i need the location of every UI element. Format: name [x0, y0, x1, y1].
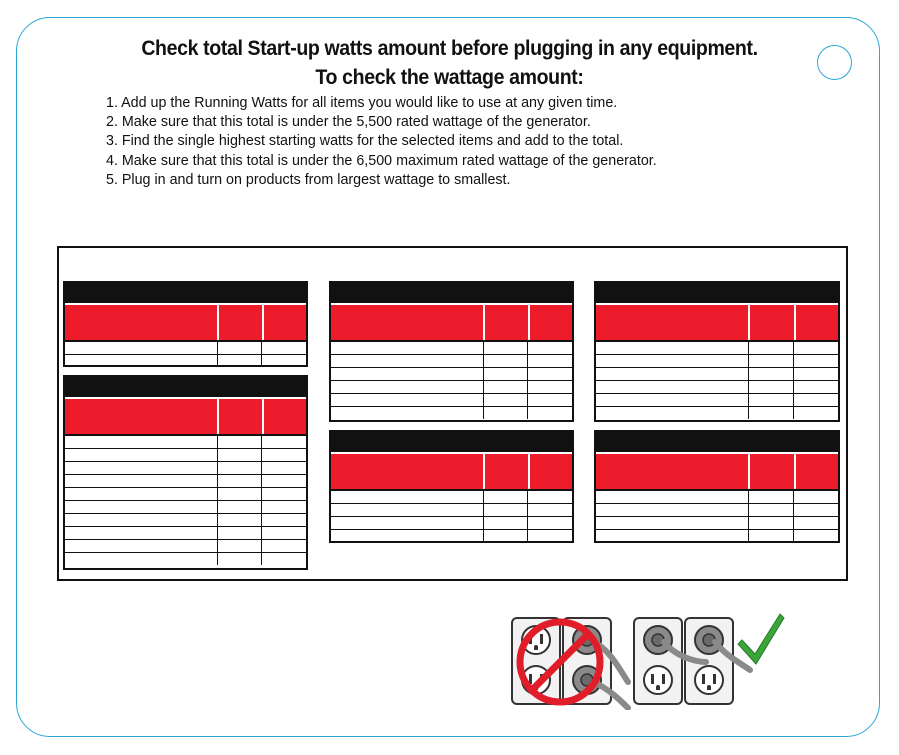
table-row [596, 491, 838, 504]
table-row [596, 368, 838, 381]
table-row [596, 381, 838, 394]
table-row [331, 394, 572, 407]
instruction-list [106, 94, 657, 190]
table-row [65, 462, 306, 475]
table-header [596, 303, 838, 342]
table-header [331, 452, 572, 491]
instruction-step-1: 1. Add up the Running Watts for all items you would like to use at any given time. [106, 95, 618, 111]
table-row [65, 488, 306, 501]
table-row [596, 517, 838, 530]
table-row [65, 501, 306, 514]
table-row [331, 381, 572, 394]
wattage-table-4 [329, 430, 574, 543]
table-row [65, 527, 306, 540]
table-row [331, 368, 572, 381]
outlet-icon [634, 618, 682, 704]
instruction-step-2: 2. Make sure that this total is under the 5,500 rated wattage of the generator. [106, 114, 591, 131]
table-title-bar [65, 283, 306, 303]
table-row [331, 407, 572, 419]
table-row [65, 355, 306, 367]
table-row [65, 540, 306, 553]
table-row [596, 504, 838, 517]
table-row [596, 355, 838, 368]
table-row [596, 530, 838, 542]
table-row [65, 436, 306, 449]
title-startup-watts: Check total Start-up watts amount before plugging in any equipment. [141, 37, 758, 60]
table-row [65, 342, 306, 355]
table-header [596, 452, 838, 491]
instruction-step-3: 3. Find the single highest starting watts for the selected items and add to the total. [106, 133, 624, 150]
table-row [596, 394, 838, 407]
title-check-wattage: To check the wattage amount: [315, 66, 584, 89]
table-title-bar [596, 283, 838, 303]
table-row [596, 342, 838, 355]
table-title-bar [596, 432, 838, 452]
table-row [331, 342, 572, 355]
table-header [65, 397, 306, 436]
table-row [331, 491, 572, 504]
table-header [331, 303, 572, 342]
table-row [331, 355, 572, 368]
wattage-table-2 [63, 375, 308, 570]
table-row [331, 504, 572, 517]
table-row [596, 407, 838, 419]
table-header [65, 303, 306, 342]
instruction-step-5: 5. Plug in and turn on products from largest wattage to smallest. [106, 171, 511, 188]
table-row [65, 514, 306, 527]
checkmark-icon [738, 614, 784, 664]
table-row [331, 530, 572, 542]
outlet-usage-illustration [510, 610, 785, 710]
table-row [65, 553, 306, 565]
table-row [65, 475, 306, 488]
wattage-table-6 [594, 430, 840, 543]
table-title-bar [331, 432, 572, 452]
instruction-step-4: 4. Make sure that this total is under the 6,500 maximum rated wattage of the generator. [106, 152, 657, 169]
wattage-table-1 [63, 281, 308, 367]
table-row [65, 449, 306, 462]
wattage-table-5 [594, 281, 840, 422]
wattage-table-3 [329, 281, 574, 422]
table-row [331, 517, 572, 530]
table-title-bar [65, 377, 306, 397]
table-title-bar [331, 283, 572, 303]
